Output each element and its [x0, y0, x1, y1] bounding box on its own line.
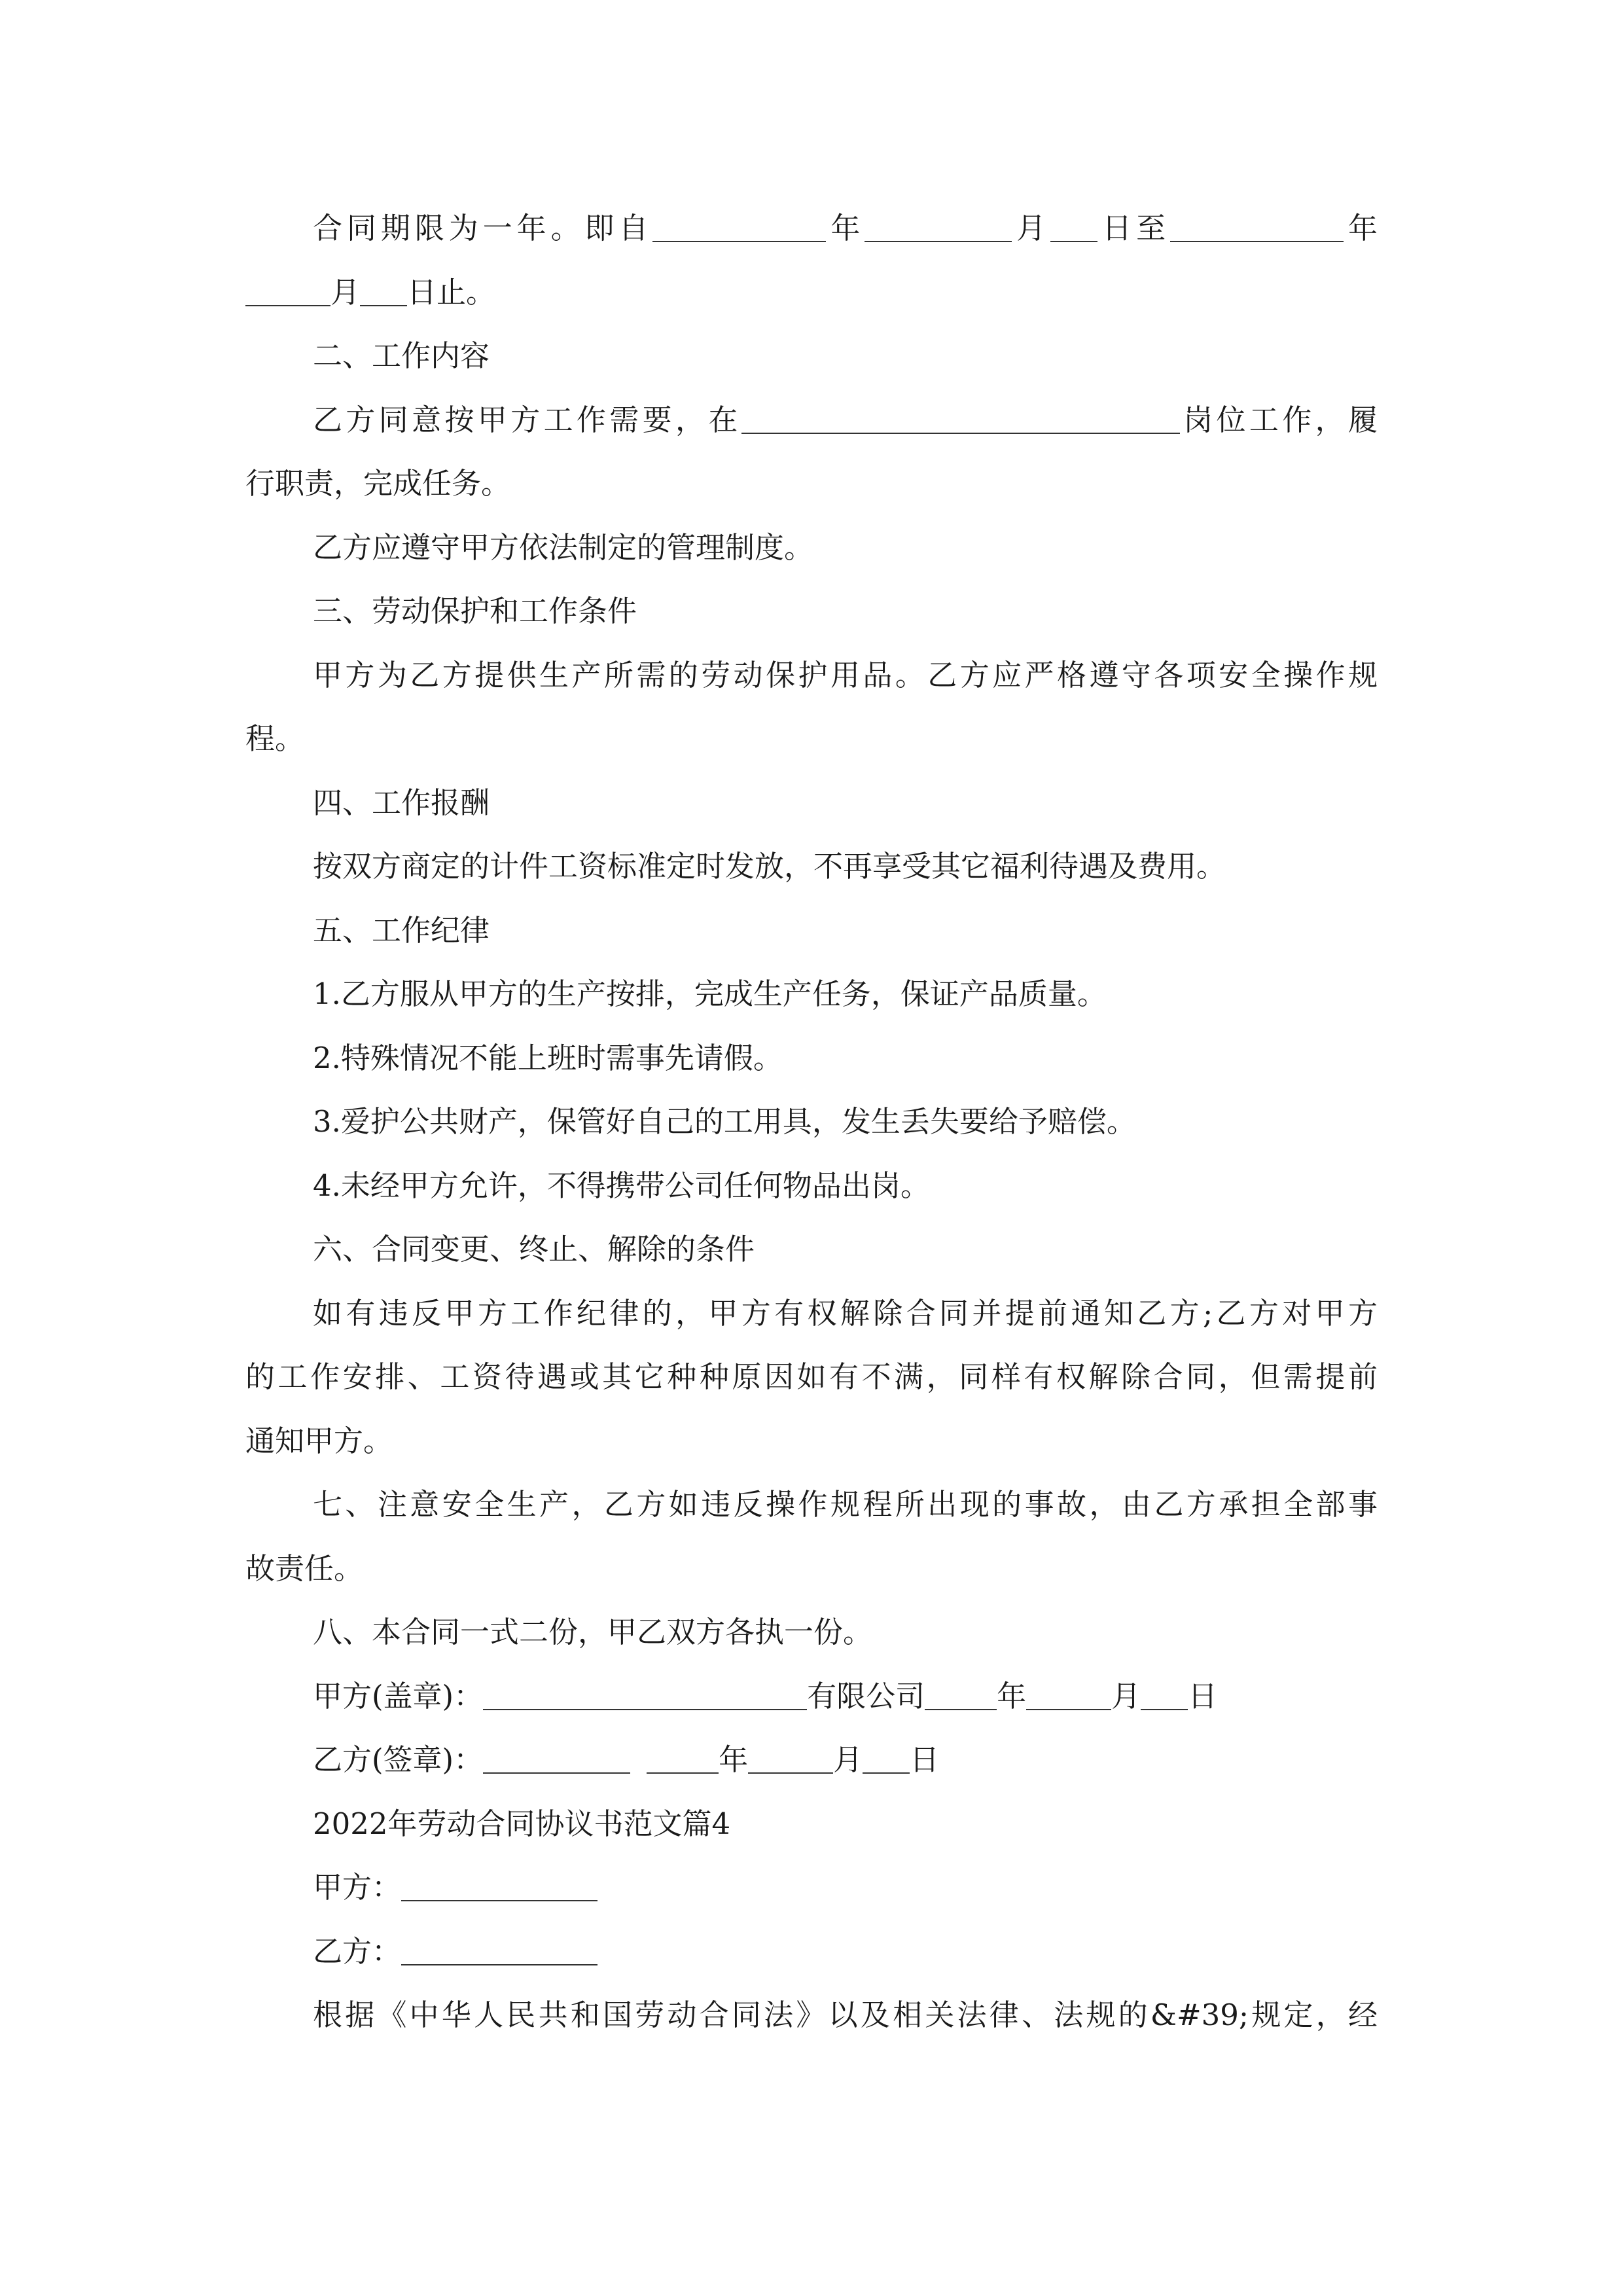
text-segment: 有限公司 — [807, 1678, 925, 1713]
paragraph-line: 的工作安排、工资待遇或其它种种原因如有不满，同样有权解除合同，但需提前 — [245, 1359, 1378, 1394]
paragraph-line: 程。 — [245, 721, 305, 756]
party-b-signature-line — [245, 1728, 1378, 1792]
text-segment: 月 — [1111, 1678, 1141, 1713]
paragraph-line: 甲方为乙方提供生产所需的劳动保护用品。乙方应严格遵守各项安全操作规 — [313, 657, 1378, 692]
text-segment: 月 — [330, 274, 361, 310]
list-item: 1.乙方服从甲方的生产按排，完成生产任务，保证产品质量。 — [313, 977, 1107, 1011]
text-segment: 年 — [719, 1742, 749, 1777]
section-heading: 六、合同变更、终止、解除的条件 — [313, 1232, 755, 1266]
fill-blank — [1170, 212, 1344, 242]
paragraph-line: 故责任。 — [245, 1551, 364, 1586]
fill-blank — [1141, 1680, 1188, 1710]
text-segment: 月 — [1012, 211, 1051, 245]
party-b-line — [245, 1920, 1378, 1984]
fill-blank — [401, 1871, 597, 1901]
document-body — [245, 196, 1378, 2047]
text-segment: 月 — [833, 1742, 863, 1777]
fill-blank — [652, 212, 826, 242]
paragraph-line: 如有违反甲方工作纪律的，甲方有权解除合同并提前通知乙方;乙方对甲方 — [313, 1295, 1378, 1331]
text-segment: 乙方： — [313, 1933, 402, 1969]
paragraph-line: 七、注意安全生产，乙方如违反操作规程所出现的事故，由乙方承担全部事 — [313, 1487, 1378, 1522]
fill-blank — [483, 1744, 630, 1774]
fill-blank — [925, 1680, 997, 1710]
section-heading: 二、工作内容 — [313, 338, 490, 373]
text-segment: 年 — [997, 1678, 1027, 1713]
text-segment: 甲方(盖章)： — [313, 1678, 484, 1713]
paragraph-line: 乙方应遵守甲方依法制定的管理制度。 — [313, 529, 814, 565]
next-document-title: 2022年劳动合同协议书范文篇4 — [313, 1806, 731, 1841]
paragraph-line: 按双方商定的计件工资标准定时发放，不再享受其它福利待遇及费用。 — [313, 849, 1226, 884]
paragraph-line: 通知甲方。 — [245, 1423, 393, 1458]
fill-blank — [483, 1680, 807, 1710]
section-heading: 五、工作纪律 — [313, 912, 490, 948]
paragraph-line: 行职责，完成任务。 — [245, 466, 511, 501]
paragraph-line: 根据《中华人民共和国劳动合同法》以及相关法律、法规的&#39;规定，经 — [313, 1998, 1378, 2032]
party-a-signature-line — [245, 1664, 1378, 1729]
section-heading: 四、工作报酬 — [313, 785, 490, 820]
contract-term-line-2 — [245, 260, 1378, 325]
text-segment: 日 — [1188, 1678, 1218, 1713]
party-a-line — [245, 1856, 1378, 1920]
section-heading: 三、劳动保护和工作条件 — [313, 594, 637, 628]
list-item: 4.未经甲方允许，不得携带公司任何物品出岗。 — [313, 1168, 930, 1203]
fill-blank — [865, 212, 1012, 242]
list-item: 3.爱护公共财产，保管好自己的工用具，发生丢失要给予赔偿。 — [313, 1104, 1136, 1139]
text-segment: 甲方： — [313, 1870, 402, 1905]
fill-blank — [245, 276, 330, 306]
list-item: 2.特殊情况不能上班时需事先请假。 — [313, 1040, 783, 1075]
text-segment: 乙方(签章)： — [313, 1742, 484, 1777]
contract-term-line — [245, 196, 1378, 260]
text-segment: 合同期限为一年。即自 — [313, 211, 653, 245]
fill-blank — [1050, 212, 1097, 242]
paragraph-line — [245, 388, 1378, 452]
fill-blank — [647, 1744, 719, 1774]
fill-blank — [1026, 1680, 1111, 1710]
text-segment: 日 — [910, 1742, 940, 1777]
text-segment: 日至 — [1097, 211, 1171, 245]
fill-blank — [401, 1935, 597, 1965]
paragraph-line: 八、本合同一式二份，甲乙双方各执一份。 — [313, 1615, 873, 1649]
text-segment: 乙方同意按甲方工作需要，在 — [313, 402, 741, 437]
fill-blank — [863, 1744, 910, 1774]
text-segment: 日止。 — [407, 274, 496, 310]
fill-blank — [748, 1744, 833, 1774]
fill-blank — [360, 276, 407, 306]
text-segment: 年 — [1344, 211, 1378, 245]
text-segment: 岗位工作，履 — [1179, 402, 1378, 437]
text-segment: 年 — [826, 211, 865, 245]
fill-blank — [741, 404, 1180, 434]
